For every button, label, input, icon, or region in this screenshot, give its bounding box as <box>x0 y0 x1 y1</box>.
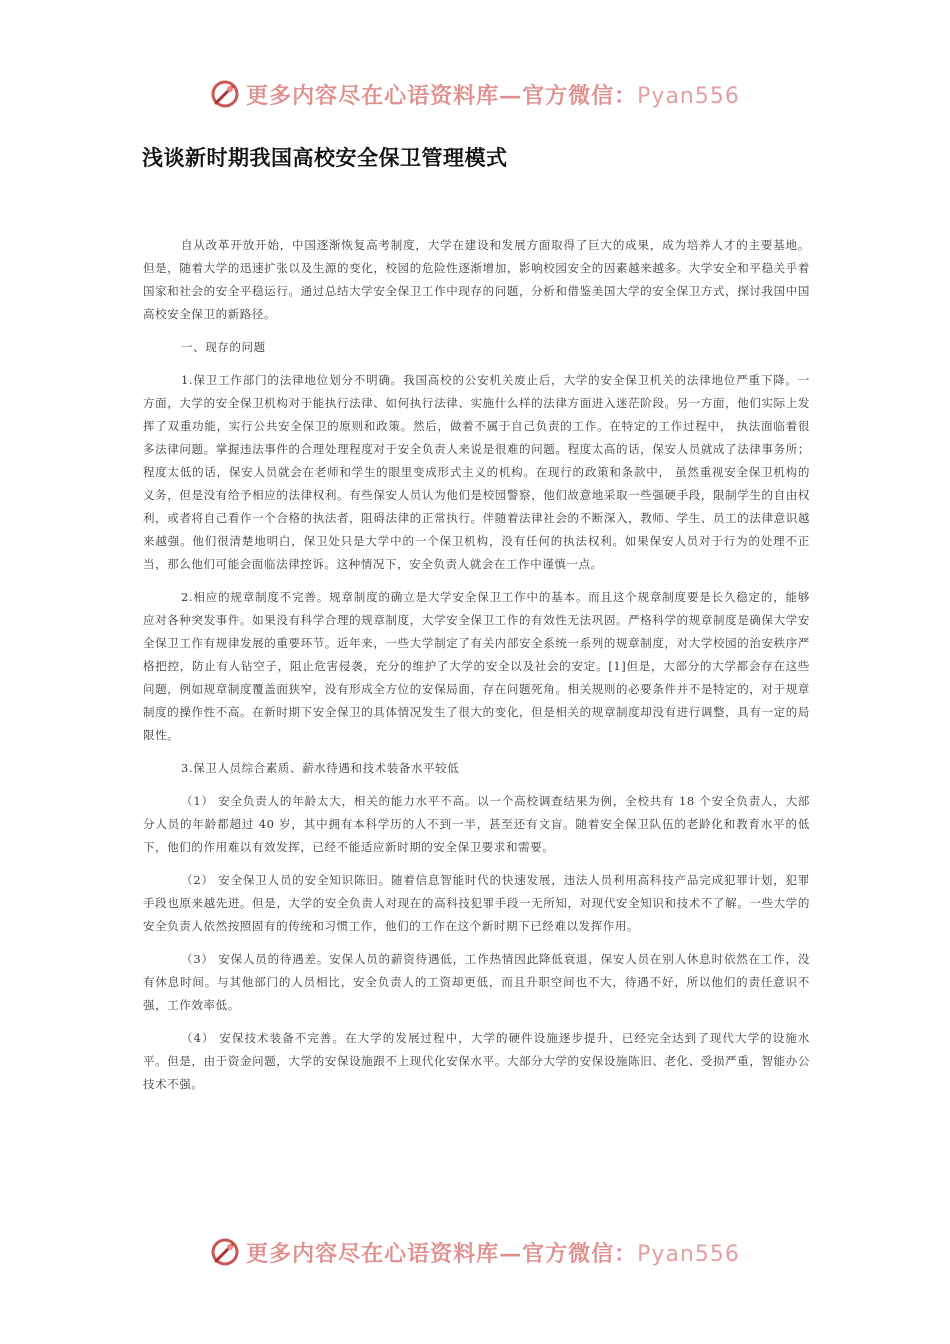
wechat-id: Pyan556 <box>637 1241 740 1267</box>
logo-icon <box>210 79 240 109</box>
document-title: 浅谈新时期我国高校安全保卫管理模式 <box>142 146 508 170</box>
paragraph-sub-3: （3） 安保人员的待遇差。安保人员的薪资待遇低，工作热情因此降低衰退，保安人员在别人休息时依然在工作，没有休息时间。与其他部门的人员相比，安全负责人的工资却更低，而且升职空间也不大，待遇不好，所以他们的责任意识不强，工作效率低。 <box>143 952 810 1012</box>
banner-text: 更多内容尽在心语资料库—官方微信：Pyan556 <box>246 82 740 109</box>
wechat-id: Pyan556 <box>637 83 740 109</box>
logo-icon <box>210 1237 240 1267</box>
paragraph-item-1: 1.保卫工作部门的法律地位划分不明确。我国高校的公安机关废止后，大学的安全保卫机关的法律地位严重下降。一方面，大学的安全保卫机构对于能执行法律、如何执行法律、实施什么样的法律方面进入迷茫阶段。另一方面，他们实际上发挥了双重功能，实行公共安全保卫的原则和政策。然后，做着不属于自己负责的工作。在特定的工作过程中， 执法面临着很多法律问题。掌握违法事件的合理处理程度对于安全负责人来说是很难的问题。程度太高的话，保安人员就成了法律事务所；程度太低的话，保安人员就会在老师和学生的眼里变成形式主义的机构。在现行的政策和条款中， 虽然重视安全保卫机构的义务，但是没有给予相应的法律权利。有些保安人员认为他们是校园警察，他们故意地采取一些强硬手段，限制学生的自由权利，或者将自己看作一个合格的执法者，阻碍法律的正常执行。伴随着法律社会的不断深入，教师、学生、员工的法律意识越来越强。他们很清楚地明白，保卫处只是大学中的一个保卫机构，没有任何的执法权利。如果保安人员对于行为的处理不正当，那么他们可能会面临法律控诉。这种情况下，安全负责人就会在工作中谨慎一点。 <box>143 373 810 571</box>
header-banner <box>0 72 950 116</box>
banner-text: 更多内容尽在心语资料库—官方微信：Pyan556 <box>246 1240 740 1267</box>
document-body <box>143 234 810 1106</box>
paragraph-sub-2: （2） 安全保卫人员的安全知识陈旧。随着信息智能时代的快速发展，违法人员利用高科技产品完成犯罪计划，犯罪手段也原来越先进。但是，大学的安全负责人对现在的高科技犯罪手段一无所知，对现代安全知识和技术不了解。一些大学的安全负责人依然按照固有的传统和习惯工作，他们的工作在这个新时期下已经难以发挥作用。 <box>143 873 810 933</box>
paragraph-sub-1: （1） 安全负责人的年龄太大，相关的能力水平不高。以一个高校调查结果为例，全校共有 18 个安全负责人，大部分人员的年龄都超过 40 岁，其中拥有本科学历的人不到一半，甚至还有文盲。随着安全保卫队伍的老龄化和教育水平的低下，他们的作用难以有效发挥，已经不能适应新时期的安全保卫要求和需要。 <box>143 794 810 854</box>
footer-banner <box>0 1230 950 1274</box>
section-heading: 一、现存的问题 <box>181 340 266 354</box>
paragraph-intro: 自从改革开放开始，中国逐渐恢复高考制度，大学在建设和发展方面取得了巨大的成果，成为培养人才的主要基地。但是，随着大学的迅速扩张以及生源的变化，校园的危险性逐渐增加，影响校园安全的因素越来越多。大学安全和平稳关乎着国家和社会的安全平稳运行。通过总结大学安全保卫工作中现存的问题，分析和借鉴美国大学的安全保卫方式，探讨我国中国高校安全保卫的新路径。 <box>143 238 810 321</box>
paragraph-item-3: 3.保卫人员综合素质、薪水待遇和技术装备水平较低 <box>181 761 460 775</box>
paragraph-sub-4: （4） 安保技术装备不完善。在大学的发展过程中，大学的硬件设施逐步提升，已经完全达到了现代大学的设施水平。但是，由于资金问题，大学的安保设施跟不上现代化安保水平。大部分大学的安保设施陈旧、老化、受损严重，智能办公技术不强。 <box>143 1031 810 1091</box>
paragraph-item-2: 2.相应的规章制度不完善。规章制度的确立是大学安全保卫工作中的基本。而且这个规章制度要是长久稳定的，能够应对各种突发事件。如果没有科学合理的规章制度，大学安全保卫工作的有效性无法巩固。严格科学的规章制度是确保大学安全保卫工作有规律发展的重要环节。近年来，一些大学制定了有关内部安全系统一系列的规章制度，对大学校园的治安秩序严格把控，防止有人钻空子，阻止危害侵袭，充分的维护了大学的安全以及社会的安定。[1]但是，大部分的大学都会存在这些问题，例如规章制度覆盖面狭窄，没有形成全方位的安保局面，存在问题死角。相关规则的必要条件并不是特定的，对于规章制度的操作性不高。在新时期下安全保卫的具体情况发生了很大的变化，但是相关的规章制度却没有进行调整，具有一定的局限性。 <box>143 590 810 742</box>
